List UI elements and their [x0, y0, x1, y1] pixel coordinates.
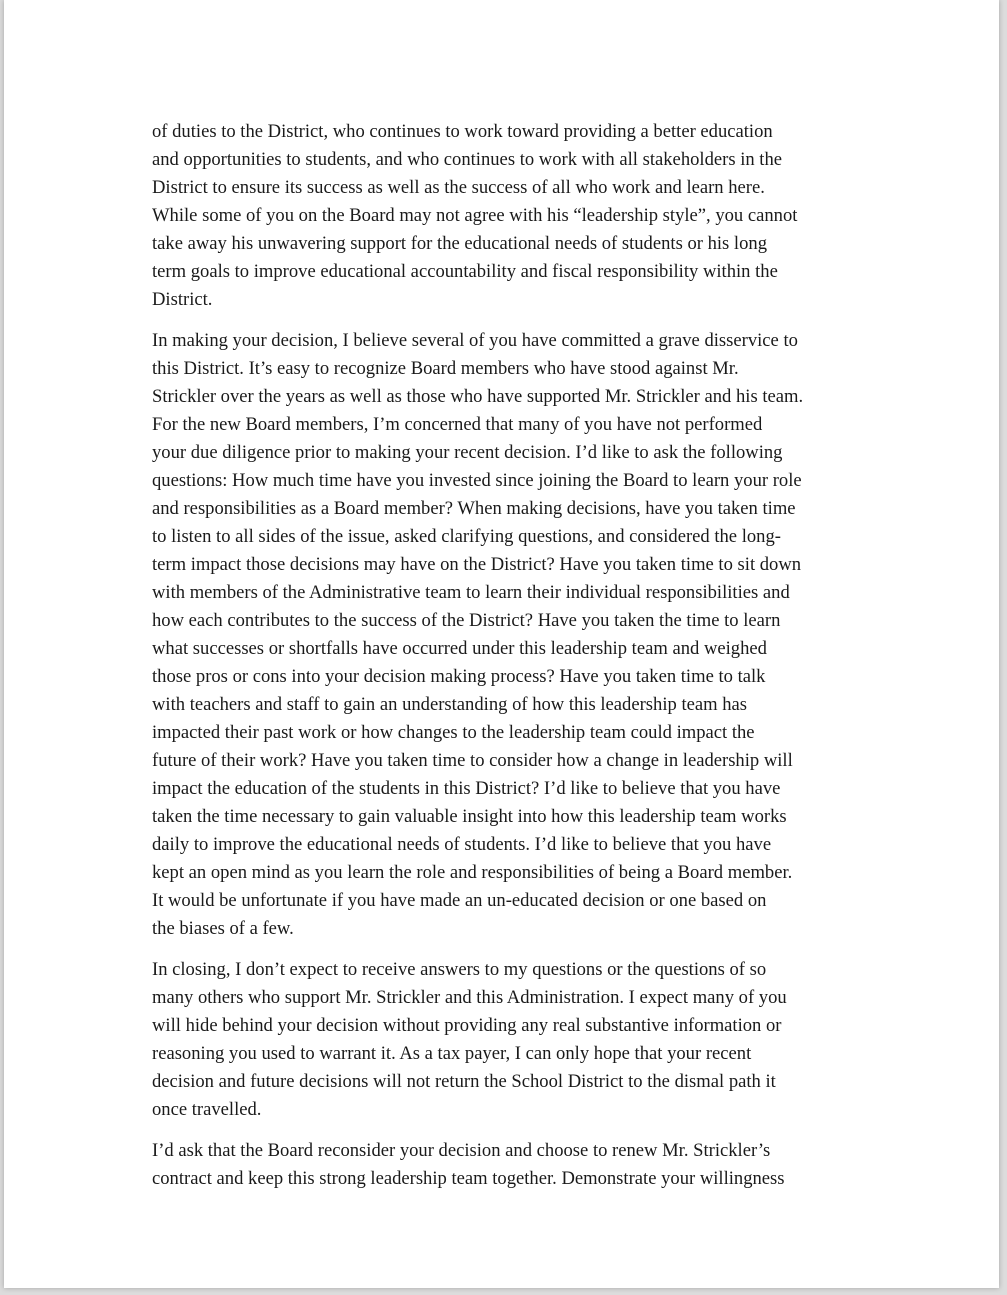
paragraph-2: [152, 327, 864, 943]
text-line: District.: [152, 289, 213, 310]
text-line: impact the education of the students in this District? I’d like to believe that you have: [152, 778, 781, 799]
paragraph-4: [152, 1137, 864, 1193]
text-line: future of their work? Have you taken time to consider how a change in leadership will: [152, 750, 793, 771]
text-line: what successes or shortfalls have occurred under this leadership team and weighed: [152, 638, 767, 659]
text-line: your due diligence prior to making your recent decision. I’d like to ask the following: [152, 442, 783, 463]
text-line: will hide behind your decision without providing any real substantive information or: [152, 1015, 782, 1036]
text-line: questions: How much time have you invested since joining the Board to learn your role: [152, 470, 802, 491]
text-line: It would be unfortunate if you have made an un-educated decision or one based on: [152, 890, 767, 911]
text-line: daily to improve the educational needs of students. I’d like to believe that you have: [152, 834, 772, 855]
text-line: contract and keep this strong leadership team together. Demonstrate your willingness: [152, 1168, 785, 1189]
text-line: and responsibilities as a Board member? When making decisions, have you taken time: [152, 498, 796, 519]
text-line: kept an open mind as you learn the role and responsibilities of being a Board member.: [152, 862, 793, 883]
letter-body: [152, 118, 864, 1206]
paragraph-3: [152, 956, 864, 1124]
text-line: decision and future decisions will not return the School District to the dismal path it: [152, 1071, 776, 1092]
text-line: term impact those decisions may have on the District? Have you taken time to sit down: [152, 554, 802, 575]
document-page: [4, 0, 999, 1288]
text-line: In closing, I don’t expect to receive answers to my questions or the questions of so: [152, 959, 767, 980]
text-line: those pros or cons into your decision making process? Have you taken time to talk: [152, 666, 766, 687]
text-line: this District. It’s easy to recognize Board members who have stood against Mr.: [152, 358, 739, 379]
text-line: with teachers and staff to gain an understanding of how this leadership team has: [152, 694, 748, 715]
text-line: impacted their past work or how changes to the leadership team could impact the: [152, 722, 755, 743]
text-line: how each contributes to the success of the District? Have you taken the time to learn: [152, 610, 781, 631]
text-line: While some of you on the Board may not agree with his “leadership style”, you cannot: [152, 205, 798, 226]
text-line: with members of the Administrative team to learn their individual responsibilities and: [152, 582, 790, 603]
text-line: and opportunities to students, and who continues to work with all stakeholders in the: [152, 149, 783, 170]
text-line: term goals to improve educational accountability and fiscal responsibility within the: [152, 261, 778, 282]
text-line: many others who support Mr. Strickler and this Administration. I expect many of you: [152, 987, 787, 1008]
text-line: In making your decision, I believe several of you have committed a grave disservice to: [152, 330, 798, 351]
text-line: to listen to all sides of the issue, asked clarifying questions, and considered the long-: [152, 526, 781, 547]
text-line: once travelled.: [152, 1099, 262, 1120]
text-line: of duties to the District, who continues to work toward providing a better education: [152, 121, 773, 142]
text-line: District to ensure its success as well as the success of all who work and learn here.: [152, 177, 765, 198]
text-line: take away his unwavering support for the educational needs of students or his long: [152, 233, 767, 254]
text-line: I’d ask that the Board reconsider your decision and choose to renew Mr. Strickler’s: [152, 1140, 771, 1161]
text-line: reasoning you used to warrant it. As a tax payer, I can only hope that your recent: [152, 1043, 752, 1064]
text-line: For the new Board members, I’m concerned that many of you have not performed: [152, 414, 763, 435]
text-line: Strickler over the years as well as those who have supported Mr. Strickler and his team.: [152, 386, 804, 407]
text-line: taken the time necessary to gain valuable insight into how this leadership team works: [152, 806, 787, 827]
text-line: the biases of a few.: [152, 918, 294, 939]
paragraph-1: [152, 118, 864, 314]
